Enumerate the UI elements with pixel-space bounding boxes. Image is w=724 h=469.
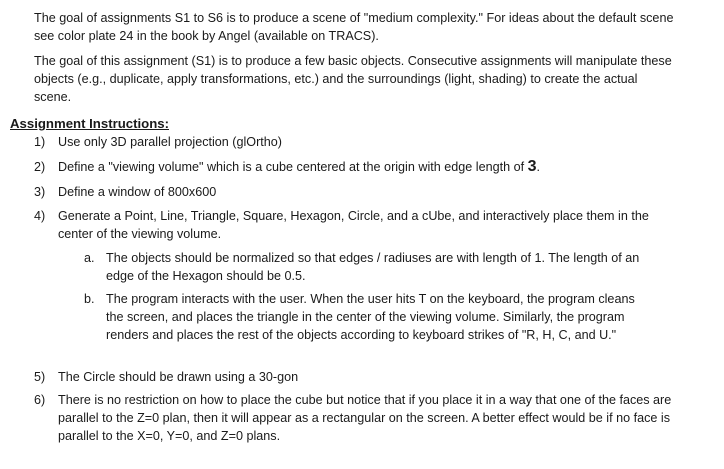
item-text-container [58,158,674,176]
item-number: 2) [34,160,46,174]
instruction-subitem-a [84,249,654,285]
item-number: 5) [34,370,46,384]
item-text: Define a window of 800x600 [58,185,217,199]
item-number: 3) [34,185,46,199]
assignment-instructions-heading: Assignment Instructions: [10,116,169,131]
item-text-tail: . [536,160,540,174]
item-number: 6) [34,393,46,407]
item-text: There is no restriction on how to place the cube but notice that if you place it in a way that one of the faces are parallel to the Z=0 plan, then it will appear as a rectangular on the screen. A better effect would be if no face is parallel to the X=0, Y=0, and Z=0 plans. [58,393,672,443]
instruction-item-4 [34,207,674,243]
item-number: 4) [34,209,46,223]
subitem-text: The program interacts with the user. When the user hits T on the keyboard, the program cleans the screen, and places the triangle in the center of the viewing volume. Similarly, the program renders and places the rest of the objects according to keyboard strikes of "R, H, C, and U." [106,292,635,342]
instruction-item-1 [34,133,674,151]
intro-paragraph-1: The goal of assignments S1 to S6 is to produce a scene of "medium complexity." For ideas about the default scene see color plate 24 in the book by Angel (available on TRACS). [34,11,674,43]
instruction-subitem-b [84,290,654,344]
instruction-item-5 [34,368,674,386]
instruction-item-6 [34,391,674,445]
item-text: The Circle should be drawn using a 30-gon [58,370,299,384]
subitem-letter: b. [84,292,95,306]
instruction-item-3 [34,183,674,201]
item-text: Use only 3D parallel projection (glOrtho) [58,135,282,149]
edge-length-value: 3 [527,158,537,175]
item-text: Generate a Point, Line, Triangle, Square, Hexagon, Circle, and a cUbe, and interactively place them in the center of the viewing volume. [58,209,649,241]
intro-paragraph-2: The goal of this assignment (S1) is to produce a few basic objects. Consecutive assignments will manipulate these objects (e.g., duplicate, apply transformations, etc.) and the surroundings (light, shading) to create the actual scene. [34,54,672,104]
subitem-text: The objects should be normalized so that edges / radiuses are with length of 1. The length of an edge of the Hexagon should be 0.5. [106,251,640,283]
subitem-letter: a. [84,251,95,265]
item-number: 1) [34,135,46,149]
item-text: Define a "viewing volume" which is a cube centered at the origin with edge length of [58,160,528,174]
instruction-item-2 [34,158,674,176]
